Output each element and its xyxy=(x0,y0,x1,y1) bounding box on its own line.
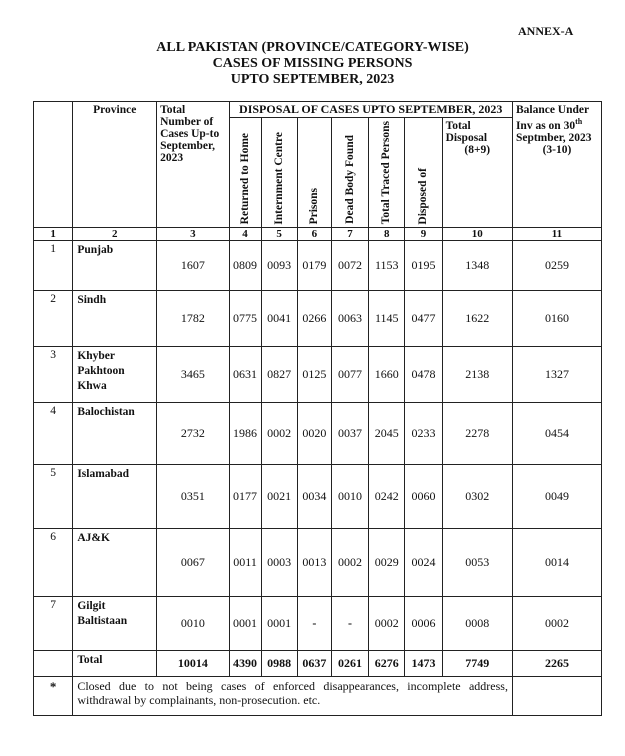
cell-internment: 0093 xyxy=(261,241,297,291)
cell-dead: 0072 xyxy=(331,241,368,291)
cell-internment: 0827 xyxy=(261,347,297,403)
cell-traced: 0242 xyxy=(369,465,405,529)
header-total-traced: Total Traced Persons xyxy=(369,118,405,228)
cell-disposed: 0233 xyxy=(405,403,442,465)
total-internment: 0988 xyxy=(261,651,297,677)
cell-dead: 0077 xyxy=(331,347,368,403)
header-dead-body: Dead Body Found xyxy=(331,118,368,228)
header-sn xyxy=(34,102,73,228)
cell-total-disposal: 0302 xyxy=(442,465,512,529)
row-province: Punjab xyxy=(73,241,157,291)
total-row xyxy=(34,651,602,677)
table-row xyxy=(34,347,602,403)
table-row xyxy=(34,529,602,597)
cell-balance: 0160 xyxy=(512,291,601,347)
col-number: 4 xyxy=(229,228,261,241)
cell-disposed: 0195 xyxy=(405,241,442,291)
col-number: 7 xyxy=(331,228,368,241)
cell-total: 0010 xyxy=(157,597,229,651)
cell-balance: 0002 xyxy=(512,597,601,651)
col-number: 10 xyxy=(442,228,512,241)
header-prisons: Prisons xyxy=(297,118,331,228)
title-line-2: CASES OF MISSING PERSONS xyxy=(212,56,413,71)
document-title xyxy=(0,40,625,88)
cell-traced: 1660 xyxy=(369,347,405,403)
cell-disposed: 0477 xyxy=(405,291,442,347)
note-empty-cell xyxy=(512,677,601,716)
cell-balance: 0259 xyxy=(512,241,601,291)
row-sn: 5 xyxy=(34,465,73,529)
cell-dead: 0010 xyxy=(331,465,368,529)
cell-total-disposal: 1348 xyxy=(442,241,512,291)
row-sn: 4 xyxy=(34,403,73,465)
cell-prisons: 0034 xyxy=(297,465,331,529)
cell-total: 3465 xyxy=(157,347,229,403)
header-disposed-of: Disposed of xyxy=(405,118,442,228)
cell-disposed: 0006 xyxy=(405,597,442,651)
note-row xyxy=(34,677,602,716)
cell-disposed: 0478 xyxy=(405,347,442,403)
row-province: AJ&K xyxy=(73,529,157,597)
cell-traced: 0029 xyxy=(369,529,405,597)
table-row xyxy=(34,465,602,529)
col-number: 3 xyxy=(157,228,229,241)
cell-balance: 0014 xyxy=(512,529,601,597)
cell-total: 1782 xyxy=(157,291,229,347)
cell-prisons: 0013 xyxy=(297,529,331,597)
annex-label: ANNEX-A xyxy=(518,24,574,38)
total-dead: 0261 xyxy=(331,651,368,677)
total-traced: 6276 xyxy=(369,651,405,677)
table-row xyxy=(34,403,602,465)
cell-total: 1607 xyxy=(157,241,229,291)
total-label: Total xyxy=(73,651,157,677)
total-balance: 2265 xyxy=(512,651,601,677)
col-number: 11 xyxy=(512,228,601,241)
total-disposed: 1473 xyxy=(405,651,442,677)
row-province: Balochistan xyxy=(73,403,157,465)
title-line-3: UPTO SEPTEMBER, 2023 xyxy=(230,72,395,87)
col-number: 1 xyxy=(34,228,73,241)
cell-returned: 0001 xyxy=(229,597,261,651)
note-text: Closed due to not being cases of enforced disappearances, incomplete address, withdrawal by complainants, non-prosecution. etc. xyxy=(73,677,513,716)
cell-returned: 0809 xyxy=(229,241,261,291)
cell-balance: 0454 xyxy=(512,403,601,465)
missing-persons-table xyxy=(33,101,602,716)
row-sn: 7 xyxy=(34,597,73,651)
total-returned: 4390 xyxy=(229,651,261,677)
cell-internment: 0002 xyxy=(261,403,297,465)
cell-disposed: 0060 xyxy=(405,465,442,529)
row-province: Gilgit Baltistaan xyxy=(73,597,157,651)
cell-returned: 0011 xyxy=(229,529,261,597)
header-disposal: DISPOSAL OF CASES UPTO SEPTEMBER, 2023 xyxy=(229,102,512,118)
cell-dead: - xyxy=(331,597,368,651)
cell-disposed: 0024 xyxy=(405,529,442,597)
cell-prisons: 0020 xyxy=(297,403,331,465)
row-sn: 3 xyxy=(34,347,73,403)
table-row xyxy=(34,597,602,651)
cell-prisons: 0125 xyxy=(297,347,331,403)
header-total-disposal: Total Disposal (8+9) xyxy=(442,118,512,228)
cell-prisons: 0179 xyxy=(297,241,331,291)
header-internment: Internment Centre xyxy=(261,118,297,228)
total-total-disposal: 7749 xyxy=(442,651,512,677)
cell-dead: 0037 xyxy=(331,403,368,465)
cell-total-disposal: 2278 xyxy=(442,403,512,465)
cell-prisons: 0266 xyxy=(297,291,331,347)
row-province: Islamabad xyxy=(73,465,157,529)
col-number: 2 xyxy=(73,228,157,241)
cell-dead: 0063 xyxy=(331,291,368,347)
title-line-1: ALL PAKISTAN (PROVINCE/CATEGORY-WISE) xyxy=(156,40,469,55)
table-row xyxy=(34,291,602,347)
row-sn: 2 xyxy=(34,291,73,347)
cell-total-disposal: 1622 xyxy=(442,291,512,347)
cell-returned: 0775 xyxy=(229,291,261,347)
header-total-cases: Total Number of Cases Up-to September, 2023 xyxy=(157,102,229,228)
col-number: 9 xyxy=(405,228,442,241)
cell-total: 0351 xyxy=(157,465,229,529)
col-number: 6 xyxy=(297,228,331,241)
column-number-row xyxy=(34,228,602,241)
header-balance: Balance Under Inv as on 30th Septmber, 2023 (3-10) xyxy=(512,102,601,228)
note-mark: * xyxy=(34,677,73,716)
row-sn: 6 xyxy=(34,529,73,597)
cell-traced: 2045 xyxy=(369,403,405,465)
row-sn: 1 xyxy=(34,241,73,291)
cell-dead: 0002 xyxy=(331,529,368,597)
total-prisons: 0637 xyxy=(297,651,331,677)
total-total: 10014 xyxy=(157,651,229,677)
cell-returned: 0177 xyxy=(229,465,261,529)
header-province: Province xyxy=(73,102,157,228)
col-number: 5 xyxy=(261,228,297,241)
col-number: 8 xyxy=(369,228,405,241)
cell-balance: 0049 xyxy=(512,465,601,529)
cell-total: 2732 xyxy=(157,403,229,465)
cell-returned: 1986 xyxy=(229,403,261,465)
cell-total-disposal: 0053 xyxy=(442,529,512,597)
table-row xyxy=(34,241,602,291)
cell-traced: 1145 xyxy=(369,291,405,347)
cell-internment: 0041 xyxy=(261,291,297,347)
header-returned: Returned to Home xyxy=(229,118,261,228)
total-sn xyxy=(34,651,73,677)
row-province: Khyber Pakhtoon Khwa xyxy=(73,347,157,403)
cell-traced: 1153 xyxy=(369,241,405,291)
cell-internment: 0003 xyxy=(261,529,297,597)
cell-internment: 0021 xyxy=(261,465,297,529)
cell-prisons: - xyxy=(297,597,331,651)
cell-traced: 0002 xyxy=(369,597,405,651)
cell-balance: 1327 xyxy=(512,347,601,403)
cell-internment: 0001 xyxy=(261,597,297,651)
cell-total: 0067 xyxy=(157,529,229,597)
cell-total-disposal: 2138 xyxy=(442,347,512,403)
row-province: Sindh xyxy=(73,291,157,347)
cell-returned: 0631 xyxy=(229,347,261,403)
cell-total-disposal: 0008 xyxy=(442,597,512,651)
